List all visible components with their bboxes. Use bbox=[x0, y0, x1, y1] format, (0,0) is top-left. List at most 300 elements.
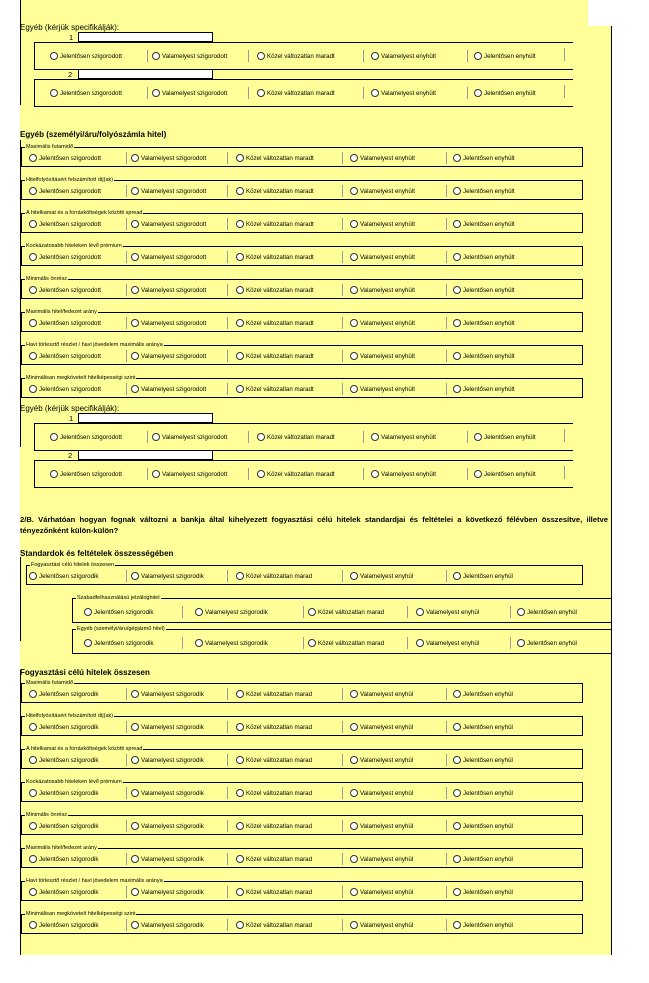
option-label: Jelentősen enyhült bbox=[463, 154, 515, 162]
option-label: Valamelyest szigorodik bbox=[141, 888, 204, 896]
divider bbox=[227, 570, 228, 582]
radio-button[interactable] bbox=[350, 385, 358, 393]
option-significantly-eased[interactable] bbox=[453, 720, 513, 734]
option-significantly-eased[interactable] bbox=[517, 636, 577, 650]
option-somewhat-eased[interactable] bbox=[350, 753, 413, 767]
radio-button[interactable] bbox=[131, 888, 139, 896]
other-specify-input-2[interactable] bbox=[78, 69, 213, 79]
option-significantly-eased[interactable] bbox=[474, 49, 536, 63]
option-significantly-tighter[interactable] bbox=[29, 382, 101, 396]
radio-button[interactable] bbox=[50, 52, 58, 60]
option-somewhat-tighter[interactable] bbox=[131, 217, 206, 231]
radio-button[interactable] bbox=[236, 723, 244, 731]
radio-button[interactable] bbox=[29, 756, 37, 764]
option-somewhat-eased[interactable] bbox=[350, 349, 415, 363]
option-significantly-eased[interactable] bbox=[453, 382, 515, 396]
radio-button[interactable] bbox=[474, 52, 482, 60]
option-somewhat-tighter[interactable] bbox=[131, 819, 204, 833]
radio-button[interactable] bbox=[453, 756, 461, 764]
radio-button[interactable] bbox=[236, 352, 244, 360]
option-somewhat-tighter[interactable] bbox=[131, 720, 204, 734]
radio-button[interactable] bbox=[131, 385, 139, 393]
radio-button[interactable] bbox=[350, 723, 358, 731]
radio-button[interactable] bbox=[131, 319, 139, 327]
radio-button[interactable] bbox=[371, 433, 379, 441]
radio-button[interactable] bbox=[131, 187, 139, 195]
option-unchanged[interactable] bbox=[236, 819, 312, 833]
radio-button[interactable] bbox=[350, 187, 358, 195]
divider bbox=[342, 570, 343, 582]
option-unchanged[interactable] bbox=[236, 283, 314, 297]
divider bbox=[363, 431, 364, 443]
radio-button[interactable] bbox=[453, 855, 461, 863]
option-label: Jelentősen szigorodott bbox=[60, 52, 122, 60]
option-significantly-tighter[interactable] bbox=[50, 49, 122, 63]
radio-button[interactable] bbox=[195, 608, 203, 616]
radio-button[interactable] bbox=[152, 89, 160, 97]
radio-button[interactable] bbox=[236, 921, 244, 929]
radio-button[interactable] bbox=[474, 89, 482, 97]
option-unchanged[interactable] bbox=[257, 49, 335, 63]
radio-button[interactable] bbox=[236, 888, 244, 896]
option-label: Jelentősen szigorodik bbox=[39, 888, 99, 896]
option-significantly-tighter[interactable] bbox=[29, 569, 99, 583]
radio-button[interactable] bbox=[453, 723, 461, 731]
option-somewhat-eased[interactable] bbox=[350, 819, 413, 833]
option-significantly-tighter[interactable] bbox=[29, 184, 101, 198]
radio-button[interactable] bbox=[236, 154, 244, 162]
factor-box bbox=[21, 309, 583, 332]
radio-button[interactable] bbox=[453, 253, 461, 261]
radio-button[interactable] bbox=[29, 855, 37, 863]
radio-button[interactable] bbox=[350, 822, 358, 830]
other-number: 2 bbox=[68, 70, 73, 79]
radio-button[interactable] bbox=[131, 286, 139, 294]
option-unchanged[interactable] bbox=[236, 217, 314, 231]
radio-button[interactable] bbox=[50, 433, 58, 441]
radio-button[interactable] bbox=[308, 639, 316, 647]
option-somewhat-eased[interactable] bbox=[350, 852, 413, 866]
option-label: Jelentősen szigorodott bbox=[39, 319, 101, 327]
option-significantly-eased[interactable] bbox=[474, 430, 536, 444]
radio-button[interactable] bbox=[350, 888, 358, 896]
factor-box bbox=[21, 680, 583, 703]
radio-button[interactable] bbox=[131, 723, 139, 731]
option-somewhat-tighter[interactable] bbox=[131, 382, 206, 396]
radio-button[interactable] bbox=[350, 789, 358, 797]
option-significantly-eased[interactable] bbox=[453, 819, 513, 833]
radio-button[interactable] bbox=[29, 187, 37, 195]
radio-button[interactable] bbox=[29, 723, 37, 731]
radio-button[interactable] bbox=[29, 921, 37, 929]
option-somewhat-tighter[interactable] bbox=[131, 569, 204, 583]
radio-button[interactable] bbox=[131, 352, 139, 360]
radio-button[interactable] bbox=[517, 608, 525, 616]
option-unchanged[interactable] bbox=[236, 349, 314, 363]
option-significantly-eased[interactable] bbox=[453, 569, 513, 583]
radio-button[interactable] bbox=[350, 572, 358, 580]
option-somewhat-eased[interactable] bbox=[350, 382, 415, 396]
divider bbox=[126, 853, 127, 865]
radio-button[interactable] bbox=[50, 89, 58, 97]
radio-row bbox=[22, 316, 582, 330]
radio-button[interactable] bbox=[236, 187, 244, 195]
option-unchanged[interactable] bbox=[257, 467, 335, 481]
option-significantly-tighter[interactable] bbox=[84, 636, 154, 650]
option-unchanged[interactable] bbox=[257, 430, 335, 444]
option-unchanged[interactable] bbox=[257, 86, 335, 100]
radio-button[interactable] bbox=[152, 470, 160, 478]
option-label: Valamelyest szigorodott bbox=[141, 220, 207, 228]
option-somewhat-tighter[interactable] bbox=[131, 283, 206, 297]
option-somewhat-tighter[interactable] bbox=[131, 184, 206, 198]
radio-button[interactable] bbox=[236, 319, 244, 327]
factor-box bbox=[21, 878, 583, 901]
option-label: Jelentősen enyhült bbox=[484, 433, 536, 441]
option-significantly-tighter[interactable] bbox=[50, 430, 122, 444]
option-somewhat-eased[interactable] bbox=[350, 283, 415, 297]
factor-label: Kockázatosabb hiteleken lévő prémium bbox=[26, 243, 122, 249]
divider bbox=[446, 218, 447, 230]
option-label: Jelentősen szigorodik bbox=[39, 690, 99, 698]
option-label: Jelentősen enyhül bbox=[463, 572, 513, 580]
option-somewhat-eased[interactable] bbox=[350, 316, 415, 330]
radio-button[interactable] bbox=[236, 789, 244, 797]
option-significantly-tighter[interactable] bbox=[29, 819, 99, 833]
option-label: Valamelyest enyhült bbox=[360, 352, 415, 360]
option-somewhat-eased[interactable] bbox=[371, 86, 436, 100]
option-somewhat-tighter[interactable] bbox=[131, 349, 206, 363]
radio-button[interactable] bbox=[350, 352, 358, 360]
divider bbox=[446, 185, 447, 197]
option-label: Jelentősen enyhül bbox=[463, 822, 513, 830]
option-label: Valamelyest szigorodott bbox=[162, 89, 228, 97]
radio-button[interactable] bbox=[236, 572, 244, 580]
radio-button[interactable] bbox=[236, 220, 244, 228]
radio-button[interactable] bbox=[257, 433, 265, 441]
option-label: Jelentősen enyhült bbox=[484, 89, 536, 97]
radio-button[interactable] bbox=[453, 352, 461, 360]
radio-button[interactable] bbox=[453, 690, 461, 698]
divider bbox=[342, 251, 343, 263]
option-unchanged[interactable] bbox=[236, 316, 314, 330]
option-significantly-tighter[interactable] bbox=[29, 753, 99, 767]
radio-button[interactable] bbox=[131, 253, 139, 261]
option-somewhat-eased[interactable] bbox=[350, 151, 415, 165]
option-unchanged[interactable] bbox=[236, 687, 312, 701]
radio-button[interactable] bbox=[474, 433, 482, 441]
left-border bbox=[20, 0, 21, 105]
other-specify-input-1[interactable] bbox=[78, 32, 213, 42]
option-somewhat-tighter[interactable] bbox=[152, 86, 227, 100]
section-heading: Standardok és feltételek összességében bbox=[20, 549, 174, 558]
option-significantly-eased[interactable] bbox=[474, 467, 536, 481]
radio-button[interactable] bbox=[350, 286, 358, 294]
radio-button[interactable] bbox=[84, 608, 92, 616]
option-somewhat-eased[interactable] bbox=[350, 184, 415, 198]
other-specify-input-1[interactable] bbox=[78, 413, 213, 423]
option-label: Valamelyest enyhül bbox=[360, 888, 414, 896]
radio-button[interactable] bbox=[29, 888, 37, 896]
radio-row bbox=[22, 819, 582, 833]
radio-button[interactable] bbox=[29, 385, 37, 393]
radio-button[interactable] bbox=[236, 855, 244, 863]
radio-button[interactable] bbox=[131, 822, 139, 830]
radio-button[interactable] bbox=[371, 89, 379, 97]
option-somewhat-eased[interactable] bbox=[416, 636, 479, 650]
option-significantly-eased[interactable] bbox=[453, 918, 513, 932]
radio-button[interactable] bbox=[84, 639, 92, 647]
option-somewhat-eased[interactable] bbox=[350, 885, 413, 899]
radio-button[interactable] bbox=[416, 639, 424, 647]
radio-button[interactable] bbox=[517, 639, 525, 647]
option-significantly-eased[interactable] bbox=[453, 687, 513, 701]
radio-button[interactable] bbox=[29, 352, 37, 360]
option-unchanged[interactable] bbox=[236, 151, 314, 165]
option-significantly-eased[interactable] bbox=[453, 885, 513, 899]
option-label: Közel változatlan maradt bbox=[246, 220, 314, 228]
option-significantly-eased[interactable] bbox=[453, 349, 515, 363]
factor-label: Hitelfolyósításért felszámított díj(ak) bbox=[26, 713, 114, 719]
radio-button[interactable] bbox=[257, 52, 265, 60]
radio-button[interactable] bbox=[453, 220, 461, 228]
option-label: Közel változatlan maradt bbox=[246, 253, 314, 261]
radio-button[interactable] bbox=[350, 154, 358, 162]
option-label: Jelentősen szigorodik bbox=[39, 756, 99, 764]
radio-button[interactable] bbox=[131, 855, 139, 863]
option-unchanged[interactable] bbox=[236, 885, 312, 899]
option-somewhat-eased[interactable] bbox=[350, 250, 415, 264]
question-text: 2/B. Várhatóan hogyan fognak változni a bankja által kihelyezett fogyasztási célú hitelek standardjai és feltételei a következő félévben összesítve, illetve tényezőnként külön-külön? bbox=[20, 515, 608, 535]
radio-button[interactable] bbox=[453, 572, 461, 580]
option-label: Közel változatlan marad bbox=[318, 608, 385, 616]
option-unchanged[interactable] bbox=[236, 569, 312, 583]
radio-button[interactable] bbox=[350, 253, 358, 261]
radio-button[interactable] bbox=[350, 690, 358, 698]
survey-form bbox=[20, 0, 612, 955]
option-somewhat-eased[interactable] bbox=[350, 720, 413, 734]
radio-button[interactable] bbox=[29, 690, 37, 698]
radio-button[interactable] bbox=[152, 52, 160, 60]
radio-button[interactable] bbox=[371, 52, 379, 60]
radio-button[interactable] bbox=[195, 639, 203, 647]
radio-button[interactable] bbox=[236, 822, 244, 830]
divider bbox=[147, 468, 148, 480]
option-somewhat-tighter[interactable] bbox=[152, 430, 227, 444]
option-label: Valamelyest szigorodott bbox=[141, 385, 207, 393]
radio-button[interactable] bbox=[308, 608, 316, 616]
option-significantly-eased[interactable] bbox=[517, 605, 577, 619]
option-somewhat-tighter[interactable] bbox=[131, 316, 206, 330]
option-significantly-tighter[interactable] bbox=[29, 918, 99, 932]
option-somewhat-eased[interactable] bbox=[350, 687, 413, 701]
radio-button[interactable] bbox=[257, 470, 265, 478]
option-significantly-tighter[interactable] bbox=[84, 605, 154, 619]
option-somewhat-tighter[interactable] bbox=[131, 250, 206, 264]
divider bbox=[467, 50, 468, 62]
option-significantly-tighter[interactable] bbox=[29, 852, 99, 866]
option-significantly-eased[interactable] bbox=[453, 250, 515, 264]
option-significantly-tighter[interactable] bbox=[50, 467, 122, 481]
radio-button[interactable] bbox=[131, 154, 139, 162]
radio-button[interactable] bbox=[50, 470, 58, 478]
divider bbox=[126, 886, 127, 898]
radio-button[interactable] bbox=[131, 789, 139, 797]
option-somewhat-eased[interactable] bbox=[371, 430, 436, 444]
radio-button[interactable] bbox=[236, 690, 244, 698]
other-number: 1 bbox=[69, 414, 74, 423]
option-somewhat-eased[interactable] bbox=[371, 467, 436, 481]
radio-button[interactable] bbox=[236, 253, 244, 261]
divider bbox=[446, 251, 447, 263]
option-significantly-tighter[interactable] bbox=[29, 250, 101, 264]
option-unchanged[interactable] bbox=[236, 720, 312, 734]
radio-row bbox=[35, 467, 573, 481]
divider bbox=[248, 87, 249, 99]
option-significantly-eased[interactable] bbox=[453, 184, 515, 198]
option-unchanged[interactable] bbox=[236, 918, 312, 932]
radio-button[interactable] bbox=[29, 220, 37, 228]
radio-button[interactable] bbox=[350, 319, 358, 327]
option-somewhat-eased[interactable] bbox=[416, 605, 479, 619]
radio-button[interactable] bbox=[131, 690, 139, 698]
left-border bbox=[20, 557, 21, 641]
radio-button[interactable] bbox=[474, 470, 482, 478]
radio-button[interactable] bbox=[131, 756, 139, 764]
divider bbox=[126, 754, 127, 766]
option-unchanged[interactable] bbox=[308, 636, 384, 650]
radio-button[interactable] bbox=[29, 822, 37, 830]
divider bbox=[446, 754, 447, 766]
option-unchanged[interactable] bbox=[236, 184, 314, 198]
radio-button[interactable] bbox=[453, 921, 461, 929]
option-somewhat-eased[interactable] bbox=[350, 786, 413, 800]
option-label: Valamelyest szigorodik bbox=[141, 921, 204, 929]
divider bbox=[446, 570, 447, 582]
factor-box bbox=[21, 746, 583, 769]
option-somewhat-eased[interactable] bbox=[350, 918, 413, 932]
option-somewhat-tighter[interactable] bbox=[131, 885, 204, 899]
other-radio-group bbox=[34, 42, 573, 70]
radio-button[interactable] bbox=[350, 855, 358, 863]
radio-button[interactable] bbox=[131, 921, 139, 929]
option-somewhat-tighter[interactable] bbox=[131, 918, 204, 932]
radio-button[interactable] bbox=[350, 756, 358, 764]
radio-button[interactable] bbox=[453, 286, 461, 294]
option-significantly-tighter[interactable] bbox=[29, 885, 99, 899]
option-somewhat-tighter[interactable] bbox=[152, 49, 227, 63]
option-significantly-tighter[interactable] bbox=[29, 687, 99, 701]
option-significantly-tighter[interactable] bbox=[29, 786, 99, 800]
option-significantly-tighter[interactable] bbox=[29, 316, 101, 330]
option-somewhat-tighter[interactable] bbox=[131, 753, 204, 767]
option-somewhat-eased[interactable] bbox=[371, 49, 436, 63]
radio-button[interactable] bbox=[453, 888, 461, 896]
option-label: Valamelyest szigorodik bbox=[141, 690, 204, 698]
option-significantly-eased[interactable] bbox=[453, 151, 515, 165]
option-label: Valamelyest szigorodott bbox=[141, 154, 207, 162]
radio-button[interactable] bbox=[416, 608, 424, 616]
other-specify-input-2[interactable] bbox=[78, 450, 213, 460]
option-significantly-tighter[interactable] bbox=[29, 349, 101, 363]
option-significantly-tighter[interactable] bbox=[29, 720, 99, 734]
option-unchanged[interactable] bbox=[236, 250, 314, 264]
radio-row bbox=[22, 786, 582, 800]
radio-button[interactable] bbox=[152, 433, 160, 441]
option-unchanged[interactable] bbox=[236, 786, 312, 800]
radio-button[interactable] bbox=[29, 286, 37, 294]
option-label: Valamelyest enyhül bbox=[360, 690, 414, 698]
radio-button[interactable] bbox=[257, 89, 265, 97]
radio-button[interactable] bbox=[236, 286, 244, 294]
option-significantly-tighter[interactable] bbox=[29, 283, 101, 297]
radio-button[interactable] bbox=[236, 756, 244, 764]
radio-button[interactable] bbox=[453, 319, 461, 327]
option-unchanged[interactable] bbox=[236, 852, 312, 866]
radio-row bbox=[73, 605, 612, 619]
option-significantly-tighter[interactable] bbox=[50, 86, 122, 100]
factor-label: Havi törlesztő részlet / havi jövedelem maximális aránya bbox=[26, 878, 163, 884]
option-somewhat-tighter[interactable] bbox=[131, 852, 204, 866]
radio-button[interactable] bbox=[350, 220, 358, 228]
radio-button[interactable] bbox=[29, 572, 37, 580]
option-somewhat-tighter[interactable] bbox=[131, 687, 204, 701]
option-significantly-eased[interactable] bbox=[453, 283, 515, 297]
option-somewhat-tighter[interactable] bbox=[195, 636, 268, 650]
option-label: Valamelyest szigorodott bbox=[141, 286, 207, 294]
option-unchanged[interactable] bbox=[308, 605, 384, 619]
option-somewhat-tighter[interactable] bbox=[195, 605, 268, 619]
radio-button[interactable] bbox=[453, 789, 461, 797]
radio-button[interactable] bbox=[453, 154, 461, 162]
radio-button[interactable] bbox=[29, 154, 37, 162]
option-significantly-eased[interactable] bbox=[453, 217, 515, 231]
radio-button[interactable] bbox=[453, 822, 461, 830]
option-label: Valamelyest enyhült bbox=[381, 52, 436, 60]
divider bbox=[227, 886, 228, 898]
radio-button[interactable] bbox=[453, 187, 461, 195]
radio-button[interactable] bbox=[131, 220, 139, 228]
option-significantly-eased[interactable] bbox=[453, 753, 513, 767]
option-significantly-eased[interactable] bbox=[453, 786, 513, 800]
option-somewhat-tighter[interactable] bbox=[131, 151, 206, 165]
radio-button[interactable] bbox=[131, 572, 139, 580]
radio-button[interactable] bbox=[453, 385, 461, 393]
divider bbox=[446, 317, 447, 329]
option-somewhat-eased[interactable] bbox=[350, 217, 415, 231]
option-label: Valamelyest enyhül bbox=[360, 756, 414, 764]
option-significantly-tighter[interactable] bbox=[29, 151, 101, 165]
radio-button[interactable] bbox=[29, 319, 37, 327]
option-significantly-eased[interactable] bbox=[474, 86, 536, 100]
radio-button[interactable] bbox=[371, 470, 379, 478]
radio-button[interactable] bbox=[350, 921, 358, 929]
option-somewhat-tighter[interactable] bbox=[152, 467, 227, 481]
option-unchanged[interactable] bbox=[236, 753, 312, 767]
divider bbox=[446, 688, 447, 700]
option-significantly-eased[interactable] bbox=[453, 852, 513, 866]
option-somewhat-eased[interactable] bbox=[350, 569, 413, 583]
radio-row bbox=[22, 852, 582, 866]
option-significantly-eased[interactable] bbox=[453, 316, 515, 330]
radio-button[interactable] bbox=[29, 789, 37, 797]
radio-button[interactable] bbox=[236, 385, 244, 393]
option-significantly-tighter[interactable] bbox=[29, 217, 101, 231]
option-somewhat-tighter[interactable] bbox=[131, 786, 204, 800]
radio-button[interactable] bbox=[29, 253, 37, 261]
divider bbox=[227, 688, 228, 700]
option-unchanged[interactable] bbox=[236, 382, 314, 396]
